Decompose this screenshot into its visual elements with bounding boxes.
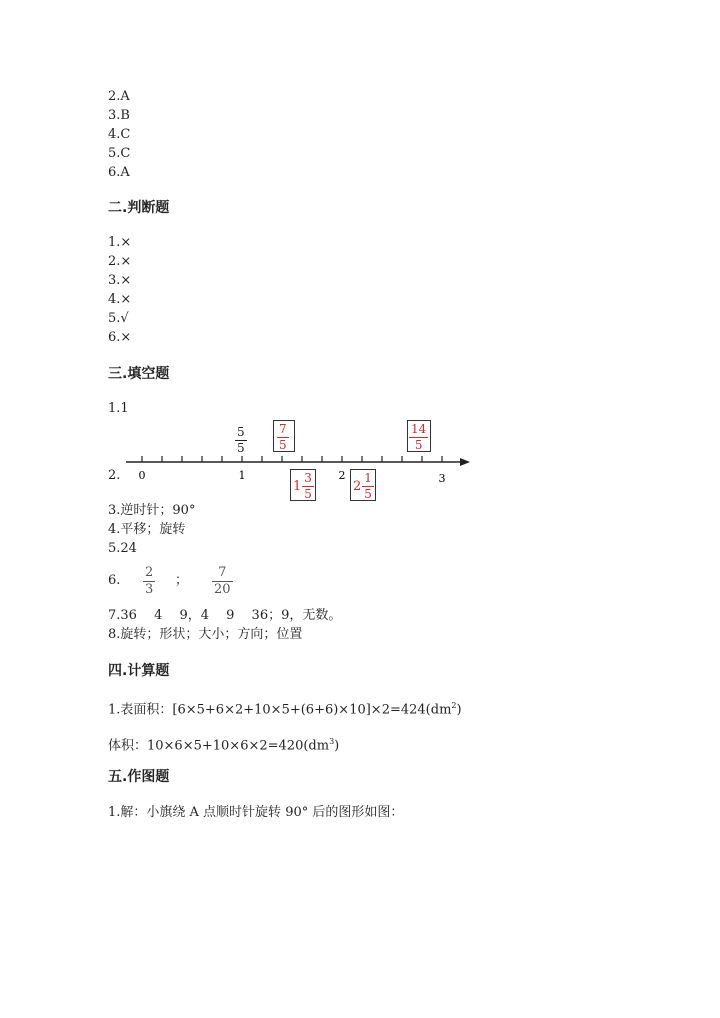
choice-answer-3: 3.B: [108, 108, 130, 123]
fraction-7-5-denominator: 5: [279, 438, 287, 452]
section-heading-fill-blank: 三.填空题: [108, 366, 170, 382]
drawing-answer-1: 1.解：小旗绕 A 点顺时针旋转 90° 后的图形如图：: [108, 805, 404, 820]
mixed-denominator: 5: [304, 487, 312, 501]
mixed-fraction: [302, 472, 314, 501]
choice-answer-6: 6.A: [108, 165, 130, 180]
section-heading-drawing: 五.作图题: [108, 769, 170, 785]
mixed-whole: 2: [353, 479, 362, 494]
fraction-2-3-denominator: 3: [145, 582, 154, 597]
fill-answer-7: 7.36 4 9，4 9 36；9，无数。: [108, 608, 342, 623]
fill-answer-2-label: 2.: [108, 468, 121, 483]
fraction-5-5-denominator: 5: [237, 441, 245, 455]
fill-answer-6-label: 6.: [108, 573, 121, 588]
mixed-denominator: 5: [364, 487, 372, 501]
judgement-answer-4: 4.×: [108, 292, 132, 307]
fill-answer-3: 3.逆时针；90°: [108, 503, 196, 518]
number-line-ticks: [142, 456, 442, 462]
surface-area-expression: 1.表面积：[6×5+6×2+10×5+(6+6)×10]×2=424(dm: [108, 702, 452, 718]
tick-label-3: 3: [438, 472, 446, 485]
mixed-numerator: 1: [364, 471, 372, 485]
fraction-2-3: [143, 566, 155, 597]
fraction-7-20-denominator: 20: [214, 582, 231, 597]
fraction-7-5: [277, 423, 289, 452]
mixed-whole: 1: [293, 479, 302, 494]
fraction-7-5-numerator: 7: [279, 422, 287, 436]
choice-answer-2: 2.A: [108, 89, 130, 104]
volume-expression: 体积：10×6×5+10×6×2=420(dm: [108, 738, 330, 754]
mixed-number-2-1-5: [353, 472, 374, 501]
unit-exponent: 2: [451, 701, 457, 710]
calc-answer-surface-area: [108, 698, 462, 718]
choice-answer-4: 4.C: [108, 127, 131, 142]
fraction-14-5-numerator: 14: [411, 422, 427, 436]
unit-exponent: 3: [329, 737, 335, 746]
fill-answer-4: 4.平移；旋转: [108, 522, 186, 537]
fraction-14-5: [409, 423, 428, 452]
fraction-7-20: [212, 566, 233, 597]
calc-answer-volume: [108, 734, 339, 754]
fraction-14-5-denominator: 5: [414, 438, 423, 452]
fill-answer-6-separator: ；: [175, 573, 189, 588]
mixed-fraction: [362, 472, 374, 501]
fraction-7-20-numerator: 7: [218, 565, 227, 580]
choice-answer-5: 5.C: [108, 146, 131, 161]
closing-paren: ): [334, 738, 340, 754]
judgement-answer-6: 6.×: [108, 330, 132, 345]
judgement-answer-5: 5.√: [108, 311, 129, 326]
judgement-answer-3: 3.×: [108, 273, 132, 288]
mixed-numerator: 3: [304, 471, 312, 485]
fill-answer-1: 1.1: [108, 401, 129, 416]
mixed-number-1-3-5: [293, 472, 314, 501]
tick-label-1: 1: [238, 469, 246, 482]
fraction-5-5-numerator: 5: [237, 425, 245, 439]
fraction-2-3-numerator: 2: [145, 565, 154, 580]
fraction-5-5: [235, 426, 247, 455]
judgement-answer-2: 2.×: [108, 254, 132, 269]
judgement-answer-1: 1.×: [108, 235, 132, 250]
fill-answer-8: 8.旋转；形状；大小；方向；位置: [108, 627, 303, 642]
closing-paren: ): [456, 702, 462, 718]
section-heading-judgement: 二.判断题: [108, 200, 170, 216]
tick-label-2: 2: [338, 469, 346, 482]
section-heading-calculation: 四.计算题: [108, 663, 170, 679]
tick-label-0: 0: [138, 469, 146, 482]
fill-answer-5: 5.24: [108, 541, 137, 556]
